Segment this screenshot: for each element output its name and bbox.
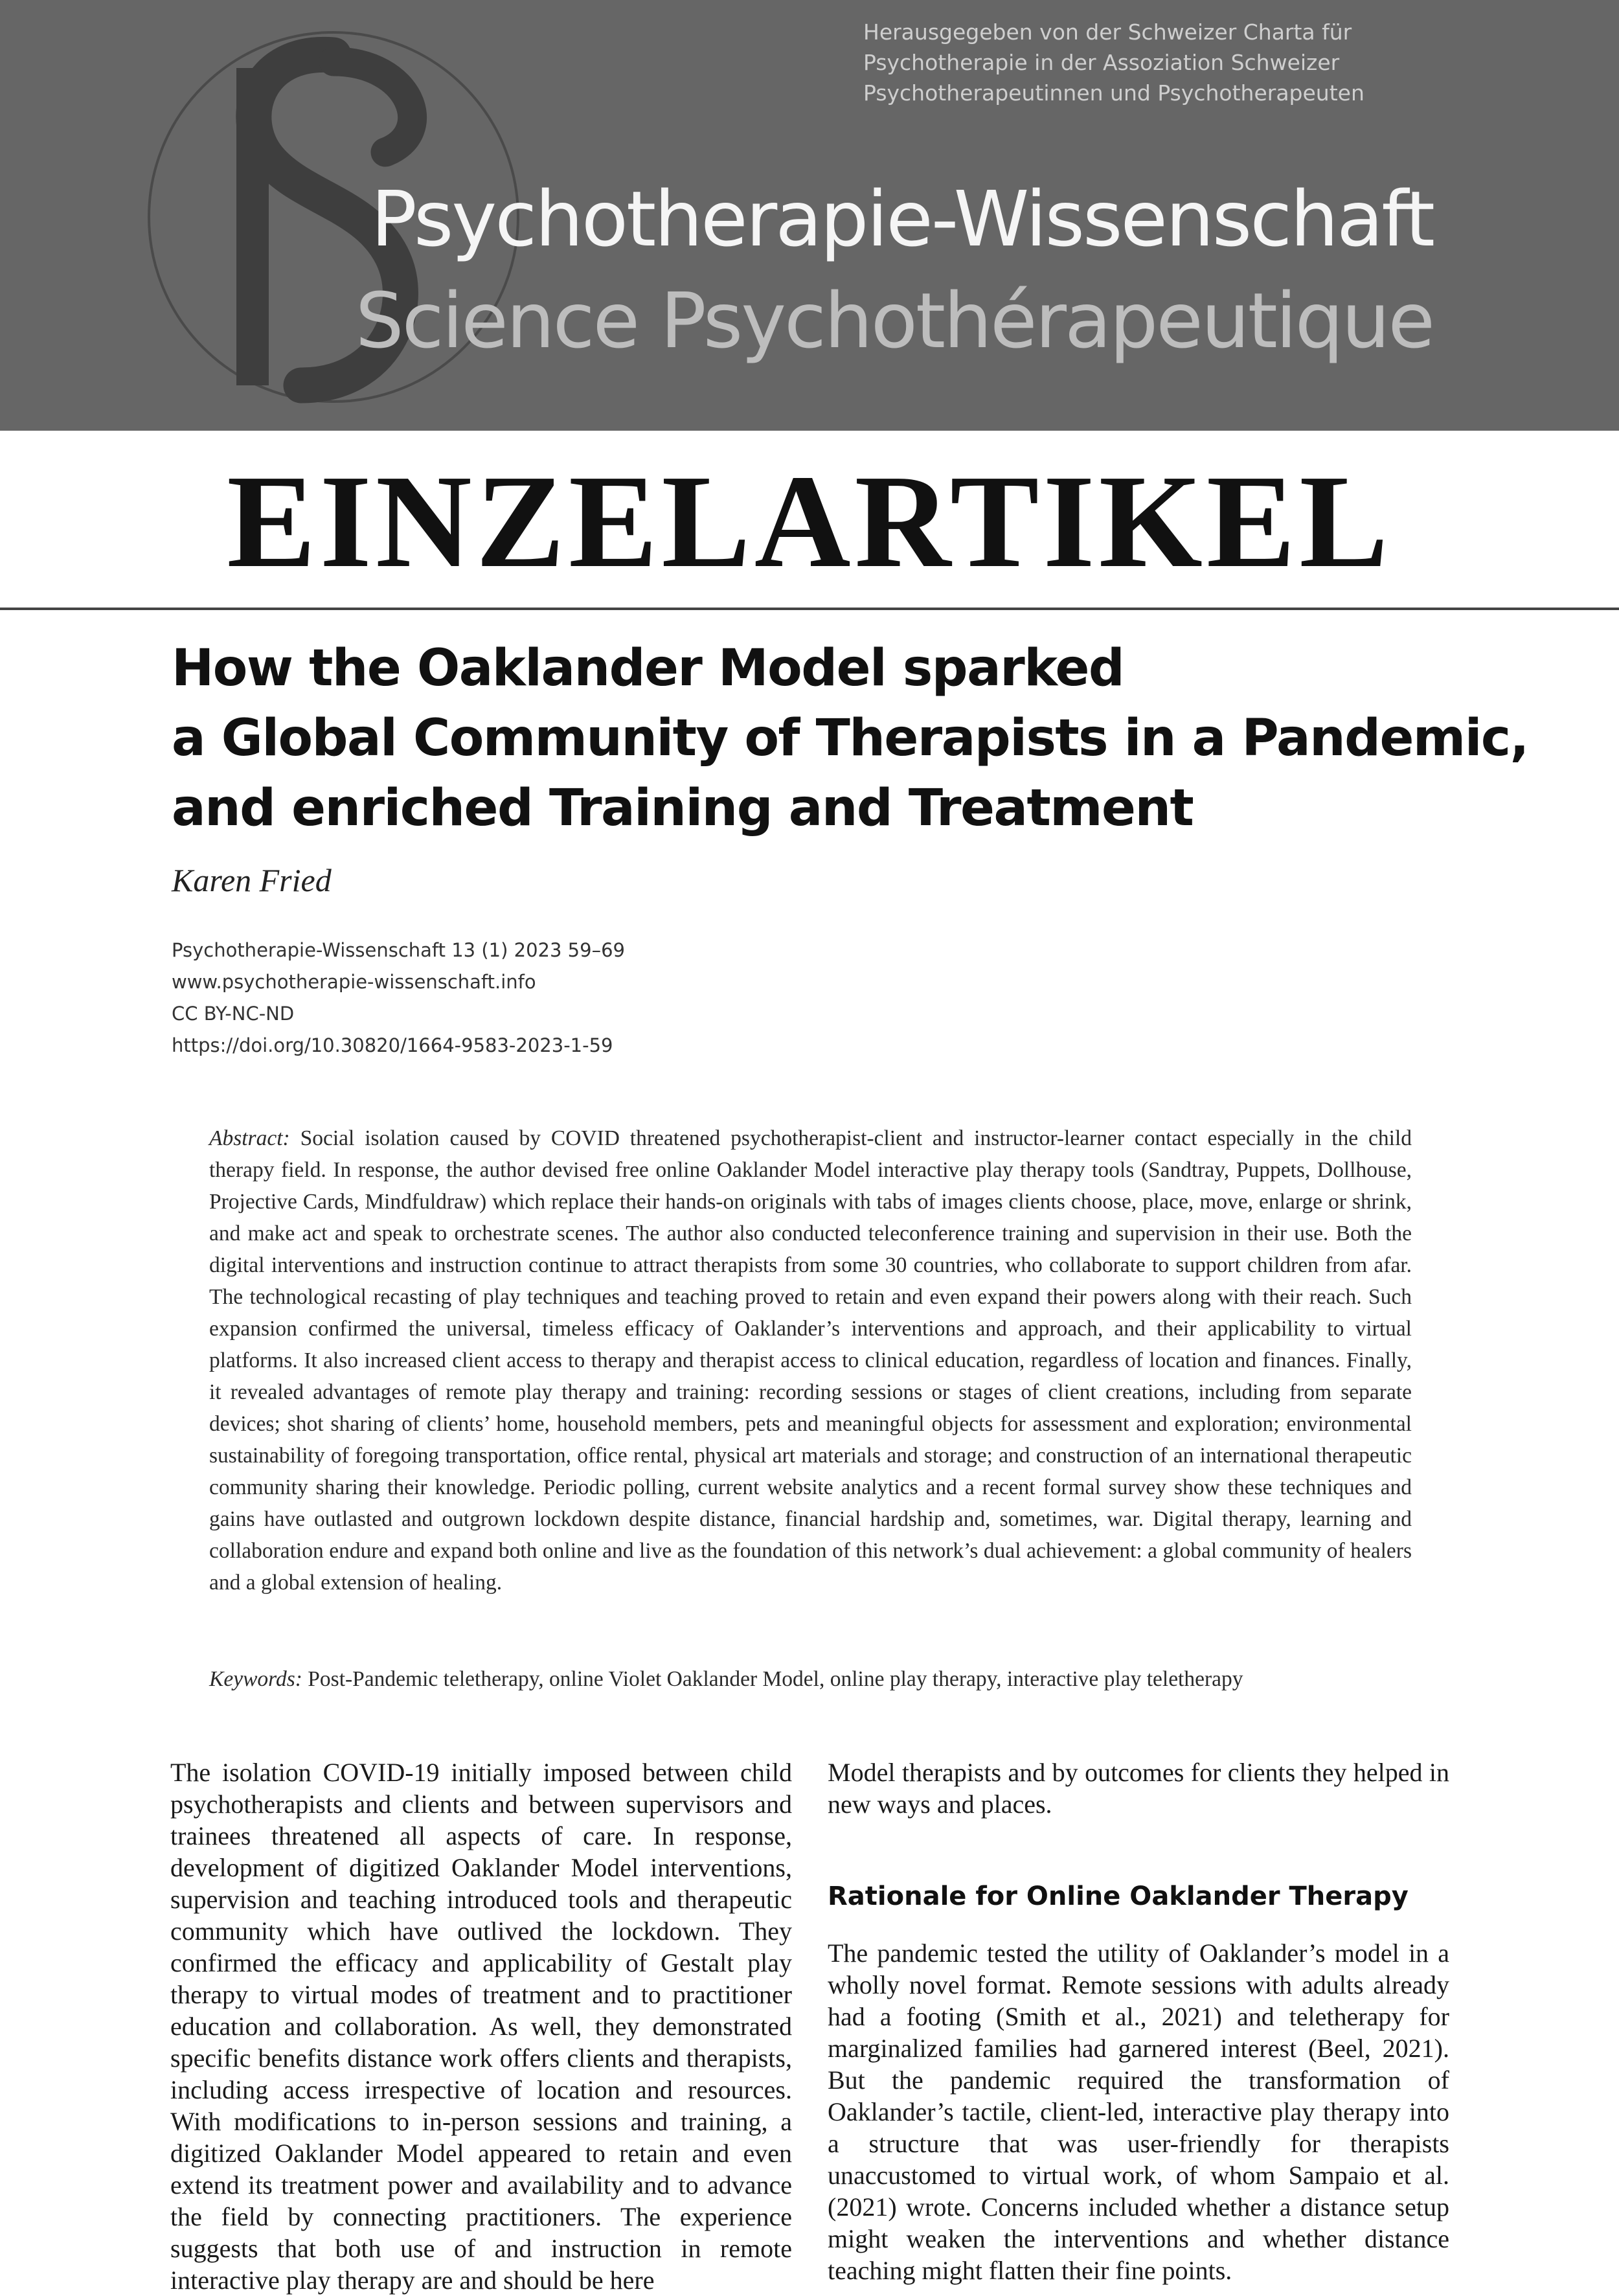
body-paragraph: The isolation COVID-19 initially imposed between child psychotherapists and clients and between supervisors and trainees threatened all aspects of care. In response, development of digitized Oaklander Model interventions, supervision and teaching introduced tools and therapeutic community which have outlived the lockdown. They confirmed the efficacy and applicability of Gestalt play therapy to virtual modes of treatment and to practitioner education and collaboration. As well, they demonstrated specific benefits distance work offers clients and therapists, including access irrespective of location and resources. With modifications to in-person sessions and training, a digitized Oaklander Model appeared to retain and even extend its treatment power and availability and to advance the field by connecting practitioners. The experience suggests that both use of and instruction in remote interactive play therapy are and should be here bbox=[170, 1758, 792, 2295]
publisher-line: Herausgegeben von der Schweizer Charta für bbox=[863, 19, 1352, 45]
body-column-left bbox=[170, 1756, 792, 2296]
article-title-line: a Global Community of Therapists in a Pandemic, bbox=[172, 709, 1528, 767]
body-column-right bbox=[828, 1756, 1449, 2286]
journal-website-link[interactable]: www.psychotherapie-wissenschaft.info bbox=[172, 971, 536, 993]
section-banner: EINZELARTIKEL bbox=[227, 447, 1392, 595]
article-author: Karen Fried bbox=[172, 862, 332, 898]
article-title-line: How the Oaklander Model sparked bbox=[172, 639, 1124, 698]
section-heading: Rationale for Online Oaklander Therapy bbox=[828, 1881, 1409, 1911]
journal-header bbox=[0, 0, 1619, 431]
publisher-note bbox=[863, 17, 1433, 108]
keywords bbox=[209, 1663, 1440, 1695]
journal-title-french: Science Psychothérapeutique bbox=[355, 276, 1433, 365]
citation: Psychotherapie-Wissenschaft 13 (1) 2023 59–69 bbox=[172, 939, 625, 961]
abstract-label: Abstract: bbox=[209, 1126, 290, 1150]
doi-link[interactable]: https://doi.org/10.30820/1664-9583-2023-1-59 bbox=[172, 1034, 613, 1056]
article-title bbox=[172, 633, 1528, 843]
abstract-text: Social isolation caused by COVID threatened psychotherapist-client and instructor-learner contact especially in the child therapy field. In response, the author devised free online Oaklander Model interactive play therapy tools (Sandtray, Puppets, Dollhouse, Projective Cards, Mindfuldraw) which replace their hands-on originals with tabs of images clients choose, place, move, enlarge or shrink, and make act and speak to orchestrate scenes. The author also conducted teleconference training and supervision in their use. Both the digital interventions and instruction continue to attract therapists from some 30 countries, who collaborate to support children from afar. The technological recasting of play techniques and teaching proved to retain and even expand their powers along with their reach. Such expansion confirmed the universal, timeless efficacy of Oaklander’s interventions and approach, and their applicability to virtual platforms. It also increased client access to therapy and therapist access to clinical education, regardless of location and finances. Finally, it revealed advantages of remote play therapy and training: recording sessions or stages of client creations, including from separate devices; shot sharing of clients’ home, household members, pets and meaningful objects for assessment and exploration; environmental sustainability of foregoing transportation, office rental, physical art materials and storage; and construction of an international therapeutic community sharing their knowledge. Periodic polling, current website analytics and a recent formal survey show these techniques and gains have outlasted and outgrown lockdown despite distance, financial hardship and, sometimes, war. Digital therapy, learning and collaboration endure and expand both online and live as the foundation of this network’s dual achievement: a global community of healers and a global extension of healing. bbox=[209, 1126, 1412, 1595]
abstract bbox=[209, 1122, 1412, 1598]
article-meta bbox=[172, 935, 625, 1062]
body-paragraph: The pandemic tested the utility of Oaklander’s model in a wholly novel format. Remote sessions with adults already had a footing (Smith et al., 2021) and teletherapy for marginalized families had garnered interest (Beel, 2021). But the pandemic required the transformation of Oaklander’s tactile, client-led, interactive play therapy into a structure that was user-friendly for therapists unaccustomed to virtual work, of whom Sampaio et al. (2021) wrote. Concerns included whether a distance setup might weaken the interventions and whether distance teaching might flatten their fine points. bbox=[828, 1938, 1449, 2285]
article-title-line: and enriched Training and Treatment bbox=[172, 779, 1194, 837]
publisher-line: Psychotherapie in der Assoziation Schweizer bbox=[863, 50, 1340, 75]
keywords-text: Post-Pandemic teletherapy, online Violet Oaklander Model, online play therapy, interactive play teletherapy bbox=[308, 1667, 1243, 1691]
publisher-line: Psychotherapeutinnen und Psychotherapeuten bbox=[863, 80, 1364, 106]
body-paragraph: Model therapists and by outcomes for clients they helped in new ways and places. bbox=[828, 1758, 1449, 1819]
divider-rule bbox=[0, 608, 1619, 610]
journal-title-german: Psychotherapie-Wissenschaft bbox=[370, 174, 1433, 264]
license: CC BY-NC-ND bbox=[172, 1003, 295, 1025]
keywords-label: Keywords: bbox=[209, 1667, 302, 1691]
